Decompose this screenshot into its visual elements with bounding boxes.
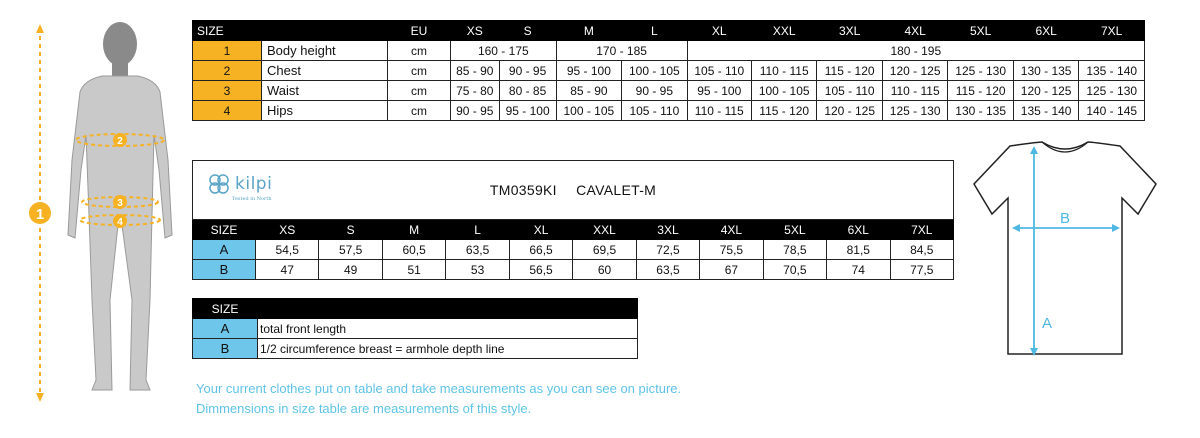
table-cell: 125 - 130 — [882, 101, 947, 121]
table-row — [193, 319, 638, 339]
product-name: CAVALET-M — [576, 182, 657, 198]
height-range: 180 - 195 — [687, 41, 1144, 61]
table-cell: 74 — [827, 260, 890, 280]
5xl-header: 5XL — [948, 21, 1013, 41]
xl-header: XL — [509, 220, 572, 240]
m-header: M — [382, 220, 445, 240]
table-cell: 130 - 135 — [948, 101, 1013, 121]
measurement-legend-table — [192, 298, 638, 359]
svg-text:2: 2 — [117, 136, 123, 147]
s-header: S — [499, 21, 556, 41]
table-cell: 67 — [700, 260, 763, 280]
3xl-header: 3XL — [817, 21, 882, 41]
table-cell: 75,5 — [700, 240, 763, 260]
xxl-header: XXL — [573, 220, 636, 240]
size-header: SIZE — [193, 299, 258, 319]
6xl-header: 6XL — [1013, 21, 1078, 41]
table-row — [193, 339, 638, 359]
table-cell: 110 - 115 — [882, 81, 947, 101]
table-cell: 75 - 80 — [451, 81, 500, 101]
table-cell: 105 - 110 — [622, 101, 687, 121]
5xl-header: 5XL — [763, 220, 826, 240]
xs-header: XS — [256, 220, 319, 240]
table-cell: 115 - 120 — [817, 61, 882, 81]
m-header: M — [556, 21, 621, 41]
row-unit: cm — [388, 41, 451, 61]
table-cell: 57,5 — [319, 240, 382, 260]
row-label: Chest — [262, 61, 388, 81]
table-cell: 120 - 125 — [817, 101, 882, 121]
table-cell: 63,5 — [636, 260, 699, 280]
marker-4 — [113, 214, 127, 228]
table-cell: 95 - 100 — [499, 101, 556, 121]
kilpi-knot-icon — [207, 173, 235, 195]
table-cell: 47 — [256, 260, 319, 280]
table-cell: 56,5 — [509, 260, 572, 280]
marker-2 — [113, 133, 127, 147]
row-key: B — [193, 260, 256, 280]
legend-description: total front length — [258, 319, 638, 339]
row-number: 4 — [193, 101, 262, 121]
row-number: 2 — [193, 61, 262, 81]
table-row — [193, 101, 1145, 121]
table-cell: 70,5 — [763, 260, 826, 280]
table-cell: 77,5 — [890, 260, 953, 280]
table-cell: 135 - 140 — [1013, 101, 1078, 121]
label-b: B — [1060, 210, 1071, 227]
table-cell: 125 - 130 — [948, 61, 1013, 81]
row-number: 3 — [193, 81, 262, 101]
table-cell: 78,5 — [763, 240, 826, 260]
table-row — [193, 260, 954, 280]
svg-text:4: 4 — [117, 217, 123, 228]
table-cell: 105 - 110 — [817, 81, 882, 101]
row-label: Hips — [262, 101, 388, 121]
table-cell: 115 - 120 — [751, 101, 816, 121]
table-cell: 125 - 130 — [1079, 81, 1145, 101]
logo-text: kilpi — [235, 174, 273, 194]
size-header: SIZE — [193, 21, 262, 41]
table-cell: 85 - 90 — [556, 81, 621, 101]
l-header: L — [446, 220, 509, 240]
table-cell: 110 - 115 — [687, 101, 751, 121]
xxl-header: XXL — [751, 21, 816, 41]
table-cell: 110 - 115 — [751, 61, 816, 81]
table-cell: 90 - 95 — [499, 61, 556, 81]
table-cell: 51 — [382, 260, 445, 280]
marker-3 — [113, 195, 127, 209]
product-title-cell — [193, 161, 954, 220]
table-cell: 100 - 105 — [751, 81, 816, 101]
product-header-row — [193, 220, 954, 240]
size-header: SIZE — [193, 220, 256, 240]
eu-header: EU — [388, 21, 451, 41]
table-row — [193, 41, 1145, 61]
legend-header-row — [193, 299, 638, 319]
body-size-table — [192, 20, 1145, 121]
table-cell: 100 - 105 — [556, 101, 621, 121]
xs-header: XS — [451, 21, 500, 41]
legend-blank-header — [258, 299, 638, 319]
row-key: A — [193, 240, 256, 260]
table-cell: 120 - 125 — [882, 61, 947, 81]
row-number: 1 — [193, 41, 262, 61]
table-cell: 53 — [446, 260, 509, 280]
legend-description: 1/2 circumference breast = armhole depth line — [258, 339, 638, 359]
table-cell: 72,5 — [636, 240, 699, 260]
table-cell: 63,5 — [446, 240, 509, 260]
table-cell: 95 - 100 — [687, 81, 751, 101]
xl-header: XL — [687, 21, 751, 41]
table-cell: 100 - 105 — [622, 61, 687, 81]
table-cell: 54,5 — [256, 240, 319, 260]
7xl-header: 7XL — [890, 220, 953, 240]
table-cell: 66,5 — [509, 240, 572, 260]
table-cell: 120 - 125 — [1013, 81, 1078, 101]
logo-tagline: Tested in North — [232, 196, 272, 202]
label-a: A — [1042, 315, 1053, 332]
table-cell: 60 — [573, 260, 636, 280]
table-cell: 140 - 145 — [1079, 101, 1145, 121]
blank-header — [262, 21, 388, 41]
s-header: S — [319, 220, 382, 240]
table-cell: 84,5 — [890, 240, 953, 260]
table-cell: 135 - 140 — [1079, 61, 1145, 81]
4xl-header: 4XL — [882, 21, 947, 41]
row-unit: cm — [388, 81, 451, 101]
table-cell: 80 - 85 — [499, 81, 556, 101]
marker-1 — [29, 202, 51, 224]
row-unit: cm — [388, 101, 451, 121]
table-cell: 90 - 95 — [451, 101, 500, 121]
row-label: Waist — [262, 81, 388, 101]
table-cell: 130 - 135 — [1013, 61, 1078, 81]
tshirt-measurement-diagram — [970, 140, 1160, 365]
table-cell: 85 - 90 — [451, 61, 500, 81]
table-cell: 105 - 110 — [687, 61, 751, 81]
svg-text:3: 3 — [117, 198, 123, 209]
body-size-header-row — [193, 21, 1145, 41]
dimension-note: Dimmensions in size table are measurements of this style. — [196, 401, 532, 416]
kilpi-logo — [207, 173, 273, 202]
table-cell: 69,5 — [573, 240, 636, 260]
l-header: L — [622, 21, 687, 41]
height-range: 170 - 185 — [556, 41, 687, 61]
table-cell: 95 - 100 — [556, 61, 621, 81]
row-label: Body height — [262, 41, 388, 61]
7xl-header: 7XL — [1079, 21, 1145, 41]
table-row — [193, 81, 1145, 101]
table-cell: 115 - 120 — [948, 81, 1013, 101]
table-cell: 90 - 95 — [622, 81, 687, 101]
row-unit: cm — [388, 61, 451, 81]
product-size-table — [192, 160, 954, 280]
height-range: 160 - 175 — [451, 41, 557, 61]
product-code: TM0359KI — [489, 182, 557, 198]
body-measurement-figure — [22, 20, 192, 410]
table-cell: 49 — [319, 260, 382, 280]
svg-text:1: 1 — [35, 206, 45, 223]
table-row — [193, 61, 1145, 81]
table-cell: 60,5 — [382, 240, 445, 260]
3xl-header: 3XL — [636, 220, 699, 240]
6xl-header: 6XL — [827, 220, 890, 240]
legend-key: B — [193, 339, 258, 359]
4xl-header: 4XL — [700, 220, 763, 240]
table-cell: 81,5 — [827, 240, 890, 260]
legend-key: A — [193, 319, 258, 339]
table-row — [193, 240, 954, 260]
instruction-note: Your current clothes put on table and take measurements as you can see on picture. — [196, 381, 682, 396]
